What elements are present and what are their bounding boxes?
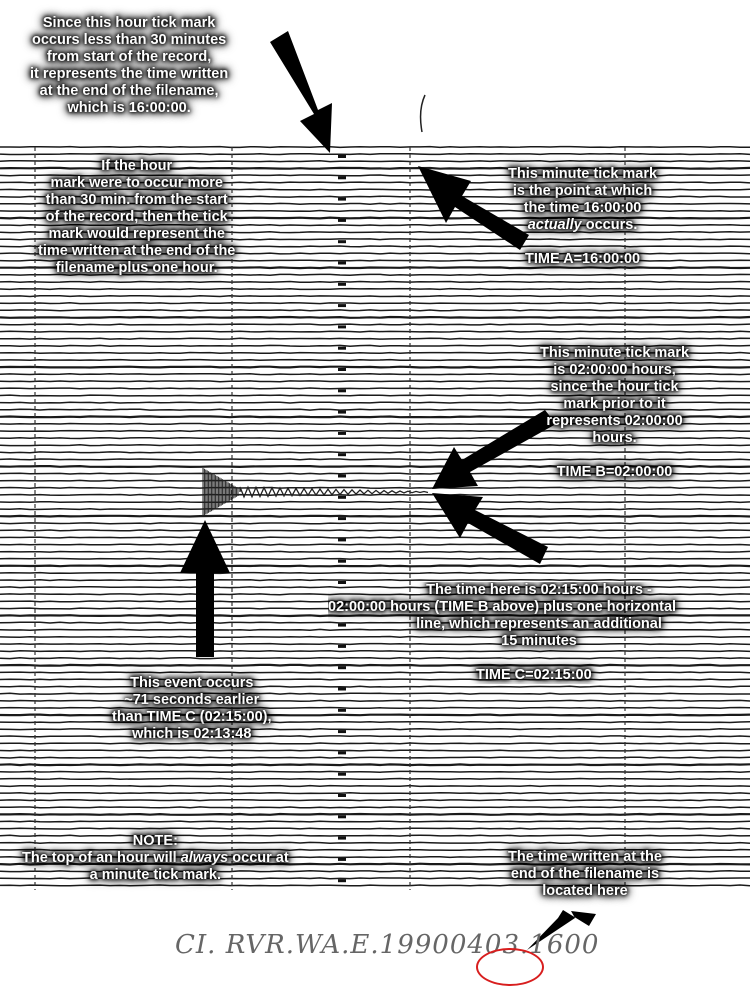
trace-line (0, 821, 750, 822)
filename-time-circle (476, 948, 544, 986)
text-span: occur at (228, 850, 289, 866)
hour-tick-mark (338, 453, 346, 456)
trace-line (0, 771, 750, 772)
text-line: which is 16:00:00. (67, 100, 191, 116)
text-line: time written at the end of the (38, 243, 236, 259)
emphasis: always (180, 850, 229, 866)
trace-line (0, 807, 750, 808)
text-line: than 30 min. from the start (45, 192, 228, 208)
time-b-label: TIME B=02:00:00 (556, 464, 673, 480)
trace-line (0, 310, 750, 311)
text-line: If the hour (101, 158, 173, 174)
trace-line (0, 558, 750, 559)
note-explanation (22, 833, 289, 884)
filename-prefix: CI. RVR.WA.E.19900403. (175, 930, 530, 960)
hour-tick-mark (338, 751, 346, 754)
text-line: is 02:00:00 hours, (553, 362, 676, 378)
trace-line (0, 289, 750, 290)
text-line: end of the filename is (510, 866, 660, 882)
trace-line (0, 502, 750, 503)
text-line: The time written at the (508, 849, 662, 865)
trace-line (0, 487, 750, 488)
trace-line (0, 317, 750, 318)
text-line: line, which represents an additional (416, 616, 662, 632)
trace-line (0, 331, 750, 332)
hour-tick-mark (338, 176, 346, 179)
trace-line (0, 338, 750, 339)
trace-line (0, 566, 750, 567)
hour-tick-mark (338, 773, 346, 776)
text-span: The top of an hour will (22, 850, 181, 866)
text-line: This minute tick mark (540, 345, 690, 361)
event-explanation (112, 675, 272, 743)
trace-line (0, 495, 750, 496)
text-line: occurs less than 30 minutes (32, 32, 227, 48)
arrow-to-hour-tick (270, 31, 332, 153)
text-line: mark would represent the (48, 226, 225, 242)
text-line: ~71 seconds earlier (124, 692, 260, 708)
hour-tick-mark (338, 347, 346, 350)
hour-tick-mark (338, 879, 346, 882)
hour-tick-explanation (30, 15, 228, 117)
arrow-to-time-c (432, 493, 548, 564)
hour-tick-mark (338, 432, 346, 435)
hour-tick-mark (338, 325, 346, 328)
text-line: from start of the record, (46, 49, 212, 65)
text-line: The time here is 02:15:00 hours - (426, 582, 652, 598)
hour-tick-mark (338, 283, 346, 286)
trace-line (0, 537, 750, 538)
hour-tick-mark (338, 560, 346, 563)
trace-line (0, 324, 750, 325)
text-line: filename plus one hour. (55, 260, 218, 276)
hour-tick-mark (338, 240, 346, 243)
hour-tick-mark (338, 155, 346, 158)
hour-tick-mark (338, 411, 346, 414)
hour-tick-mark (338, 538, 346, 541)
trace-line (0, 544, 750, 545)
filename-time: 1600 (529, 930, 600, 960)
trace-line (0, 800, 750, 801)
text-line: it represents the time written (30, 66, 229, 82)
trace-line (0, 757, 750, 758)
text-line (508, 217, 657, 234)
text-line: a minute tick mark. (89, 867, 222, 883)
trace-line (0, 779, 750, 780)
text-line: mark were to occur more (50, 175, 223, 191)
text-line: of the record, then the tick (45, 209, 228, 225)
trace-line (0, 828, 750, 829)
text-span: occurs. (581, 217, 638, 233)
trace-line (0, 580, 750, 581)
text-line: since the hour tick (550, 379, 679, 395)
text-line: 15 minutes (501, 633, 577, 649)
text-line: located here (542, 883, 628, 899)
hour-tick-mark (338, 837, 346, 840)
hour-tick-mark (338, 730, 346, 733)
trace-line (0, 296, 750, 297)
text-line: than TIME C (02:15:00), (112, 709, 272, 725)
text-line (22, 850, 289, 867)
text-line: mark prior to it (563, 396, 666, 412)
text-line: hours. (592, 430, 637, 446)
hour-tick-mark (338, 304, 346, 307)
trace-line (0, 303, 750, 304)
trace-line (0, 523, 750, 524)
text-line: represents 02:00:00 (546, 413, 683, 429)
trace-line (0, 509, 750, 510)
trace-line (0, 764, 750, 765)
time-a-label: TIME A=16:00:00 (524, 251, 641, 267)
hour-tick-mark (338, 688, 346, 691)
text-line: is the point at which (512, 183, 653, 199)
text-line: at the end of the filename, (39, 83, 219, 99)
hour-tick-mark (338, 858, 346, 861)
trace-line (0, 573, 750, 574)
time-c-explanation (328, 582, 750, 684)
time-b-explanation (540, 345, 689, 481)
trace-line (0, 530, 750, 531)
trace-line (0, 793, 750, 794)
arrow-to-time-b (432, 410, 556, 489)
hour-tick-mark (338, 815, 346, 818)
hour-tick-mark (338, 496, 346, 499)
hour-tick-mark (338, 794, 346, 797)
time-c-label: TIME C=02:15:00 (476, 667, 592, 683)
text-line: Since this hour tick mark (42, 15, 216, 31)
text-line: This event occurs (130, 675, 254, 691)
time-a-explanation (508, 166, 657, 268)
hour-tick-mark (338, 517, 346, 520)
hour-tick-mark (338, 262, 346, 265)
trace-line (0, 154, 750, 155)
emphasis: actually (527, 217, 582, 233)
hour-tick-mark (338, 709, 346, 712)
pen-mark (421, 95, 425, 132)
hour-tick-mark (338, 219, 346, 222)
trace-line (0, 516, 750, 517)
filename-time-explanation (508, 849, 662, 900)
trace-line (0, 282, 750, 283)
hour-tick-mark (338, 368, 346, 371)
hour-tick-mark (338, 389, 346, 392)
trace-line (0, 147, 750, 148)
hour-more-explanation (38, 158, 235, 277)
text-line: the time 16:00:00 (523, 200, 642, 216)
note-title: NOTE: (132, 833, 178, 849)
trace-line (0, 814, 750, 815)
trace-line (0, 743, 750, 744)
text-line: 02:00:00 hours (TIME B above) plus one horizontal (328, 599, 677, 615)
hour-tick-mark (338, 198, 346, 201)
trace-line (0, 786, 750, 787)
trace-line (0, 750, 750, 751)
trace-line (0, 551, 750, 552)
text-line: which is 02:13:48 (132, 726, 252, 742)
text-line: This minute tick mark (508, 166, 658, 182)
hour-tick-mark (338, 475, 346, 478)
